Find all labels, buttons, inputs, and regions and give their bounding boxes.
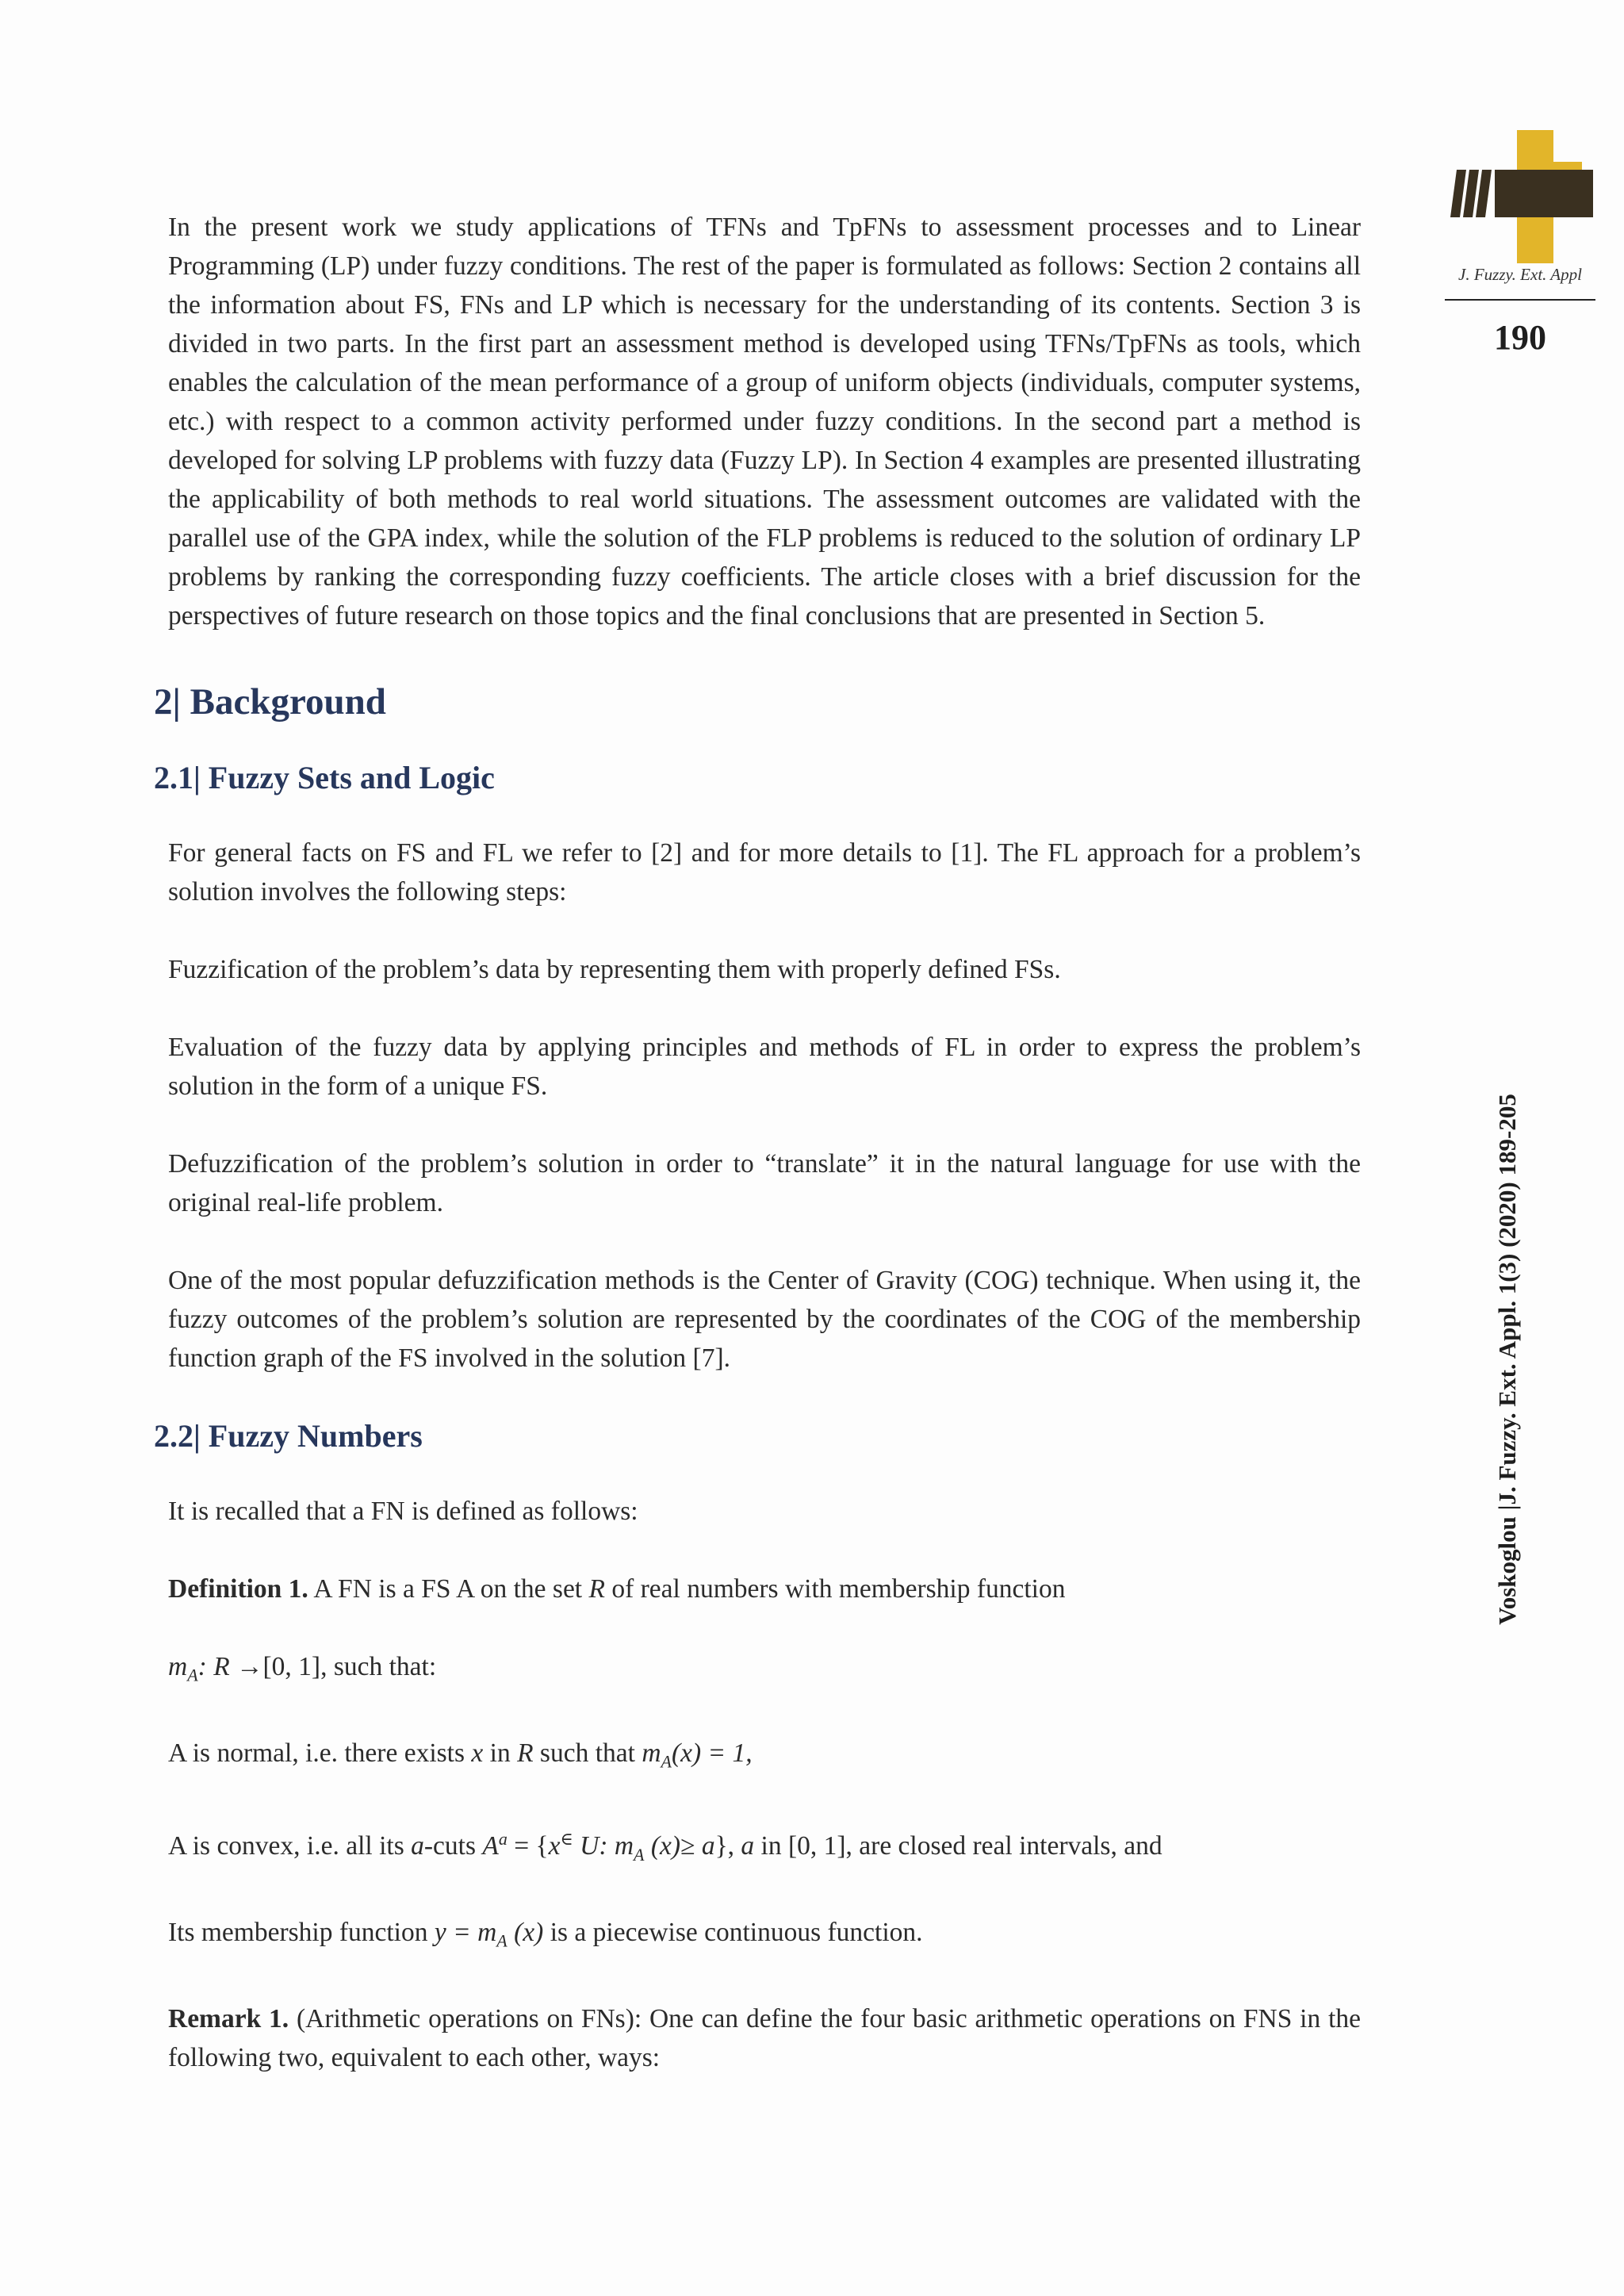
definition-label: Definition 1. bbox=[168, 1574, 308, 1604]
logo-stripe bbox=[1450, 170, 1466, 217]
section-heading-background: 2| Background bbox=[154, 681, 386, 723]
running-head: Voskoglou |J. Fuzzy. Ext. Appl. 1(3) (2020) 189-205 bbox=[1493, 1094, 1521, 1625]
paragraph: One of the most popular defuzzification methods is the Center of Gravity (COG) technique. When using it, the fuzzy outcomes of the problem’s solution are represented by the coordinates of the COG of the membership function graph of the FS involved in the solution [7]. bbox=[168, 1266, 1361, 1373]
paragraph: It is recalled that a FN is defined as follows: bbox=[168, 1497, 638, 1526]
membership-map: $m_A$: R →[0, 1], such that: bbox=[168, 1652, 437, 1685]
header-rule bbox=[1445, 299, 1595, 301]
paragraph: Defuzzification of the problem’s solution in order to “translate” it in the natural language for use with the original real-life problem. bbox=[168, 1149, 1361, 1217]
journal-abbrev: J. Fuzzy. Ext. Appl bbox=[1458, 265, 1582, 284]
main-content bbox=[154, 208, 1361, 2077]
paragraph: Fuzzification of the problem’s data by representing them with properly defined FSs. bbox=[168, 955, 1061, 984]
paragraph: For general facts on FS and FL we refer to [2] and for more details to [1]. The FL approach for a problem’s solution involves the following steps: bbox=[168, 838, 1361, 907]
subsection-heading-fuzzy-numbers: 2.2| Fuzzy Numbers bbox=[154, 1418, 423, 1454]
condition-normal: A is normal, i.e. there exists x in R such that $m_A(x) = 1$, bbox=[168, 1738, 753, 1772]
logo-stripe bbox=[1463, 170, 1479, 217]
logo-stripe bbox=[1476, 170, 1492, 217]
page-number: 190 bbox=[1494, 318, 1546, 357]
condition-convex: A is convex, i.e. all its a-cuts $A^a = \{x^\in$ U: $m_A$ (x)≥ a}, a in [0, 1], are closed real intervals, and bbox=[168, 1829, 1162, 1865]
journal-logo bbox=[1450, 130, 1593, 263]
logo-dark-block bbox=[1495, 170, 1593, 217]
remark-label: Remark 1. bbox=[168, 2003, 289, 2033]
definition-1: Definition 1. A FN is a FS A on the set R of real numbers with membership function bbox=[168, 1574, 1066, 1604]
subsection-heading-fuzzy-sets: 2.1| Fuzzy Sets and Logic bbox=[154, 760, 495, 795]
paragraph: Evaluation of the fuzzy data by applying principles and methods of FL in order to express the problem’s solution in the form of a unique FS. bbox=[168, 1033, 1361, 1101]
condition-membership: Its membership function $y = m_A$ (x) is a piecewise continuous function. bbox=[168, 1918, 923, 1951]
intro-paragraph: In the present work we study applications of TFNs and TpFNs to assessment processes and to Linear Programming (LP) under fuzzy conditions. The rest of the paper is formulated as follows: Section 2 contains all the information about FS, FNs and LP which is necessary for the understanding of its contents. Section 3 is divided in two parts. In the first part an assessment method is developed using TFNs/TpFNs as tools, which enables the calculation of the mean performance of a group of uniform objects (individuals, computer systems, etc.) with respect to a common activity performed under fuzzy conditions. In the second part a method is developed for solving LP problems with fuzzy data (Fuzzy LP). In Section 4 examples are presented illustrating the applicability of both methods to real world situations. The assessment outcomes are validated with the parallel use of the GPA index, while the solution of the FLP problems is reduced to the solution of ordinary LP problems by ranking the corresponding fuzzy coefficients. The article closes with a brief discussion for the perspectives of future research on those topics and the final conclusions that are presented in Section 5. bbox=[168, 213, 1361, 631]
remark-1: Remark 1. (Arithmetic operations on FNs): One can define the four basic arithmetic operations on FNS in the following two, equivalent to each other, ways: bbox=[168, 2003, 1361, 2072]
